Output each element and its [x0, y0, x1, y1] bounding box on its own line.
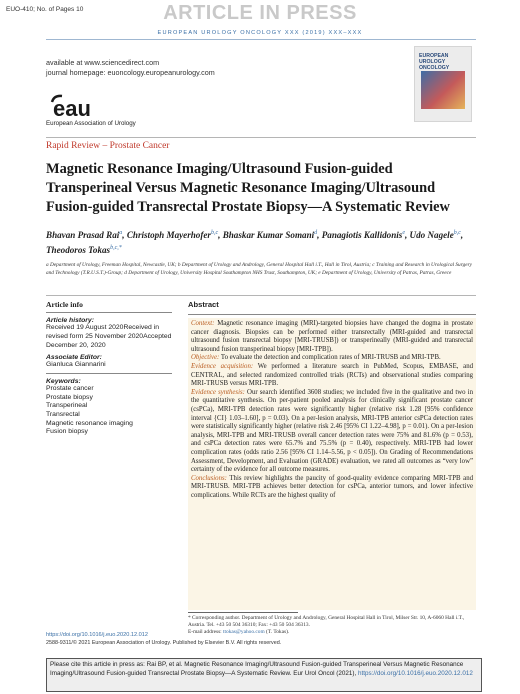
journal-cover-thumbnail [414, 46, 472, 122]
keywords-label: Keywords: [46, 378, 81, 386]
email-label: E-mail address: [188, 629, 224, 635]
author-name: Christoph Mayerhofer [126, 230, 211, 241]
keyword-item: Fusion biopsy [46, 428, 88, 436]
affiliations: a Department of Urology, Freeman Hospital, Newcastle, UK; b Department of Urology and Andrology, General Hospital Hall i.T., Hall in Tirol, Austria; c Training and Research in Urological Surgery and Technology (T.R.U.S.T.)-Group; d Department of Urology, University Hospital Southampton NHS Trust, Southampton, UK; e Department of Urology, University of Patras, Patras, Greece [46, 262, 472, 276]
abstract-section [191, 363, 473, 389]
abstract-section [191, 354, 473, 363]
author-separator: , [460, 230, 464, 241]
cover-image [421, 71, 465, 109]
history-label: Article history: [46, 317, 94, 324]
abstract-section-label: Objective: [191, 354, 220, 362]
abstract-section-label: Evidence acquisition: [191, 362, 254, 370]
article-info-rule [46, 312, 172, 313]
author-name: Bhavan Prasad Rai [46, 230, 120, 241]
abstract-body [188, 318, 476, 610]
abstract-section-text: We performed a literature search in PubMed, Scopus, EMBASE, and CENTRAL, and selected randomized controlled trials (RCTs) and observational studies comparing MRI-TRUSB versus MRI-TPB. [191, 362, 473, 388]
sciencedirect-link[interactable]: available at www.sciencedirect.com [46, 58, 160, 67]
article-in-press-banner: ARTICLE IN PRESS [163, 2, 357, 24]
author-affiliation-marker: b,c,* [110, 245, 122, 252]
email-link[interactable]: ttokas@yahoo.com [223, 629, 265, 635]
article-section-label: Rapid Review – Prostate Cancer [46, 141, 170, 151]
author-name: Panagiotis Kallidonis [321, 230, 403, 241]
doi-link[interactable]: https://doi.org/10.1016/j.euo.2020.12.012 [46, 632, 149, 638]
logo-caption: European Association of Urology [46, 120, 136, 127]
footnote-text: * Corresponding author. Department of Urology and Andrology, General Hospital Hall in Tirol, Milser Str. 10, A-6060 Hall i.T., Austria. Tel. +43 50 504 36310; Fax: +43 50 504 36313. [188, 615, 465, 628]
article-info-column [46, 300, 172, 437]
author-separator: , [218, 230, 223, 241]
author-affiliation-marker: d [314, 230, 318, 236]
author-affiliation-marker: b,c [453, 230, 461, 236]
abstract-section-label: Context: [191, 320, 215, 327]
author-list [46, 227, 476, 257]
affiliation-rule [46, 295, 476, 296]
section-rule [46, 137, 476, 138]
abstract-section [191, 475, 473, 501]
header-rule [46, 39, 476, 40]
editor-label: Associate Editor: [46, 354, 102, 362]
abstract-rule [188, 314, 476, 315]
keyword-item: Prostate biopsy [46, 393, 93, 401]
keywords-rule [46, 373, 172, 374]
author-name: Udo Nagele [409, 230, 454, 241]
abstract-section [191, 389, 473, 475]
author-affiliation-marker: a [119, 230, 123, 236]
abstract-section [191, 320, 473, 354]
citation-box [46, 658, 482, 692]
keyword-item: Magnetic resonance imaging [46, 419, 133, 427]
journal-availability [46, 58, 215, 78]
abstract-section-label: Conclusions: [191, 474, 227, 482]
history-text: Received 19 August 2020Received in revised form 25 November 2020Accepted December 20, 2020 [46, 324, 172, 349]
article-info-heading: Article info [46, 300, 83, 309]
journal-homepage-link[interactable]: journal homepage: euoncology.europeanurology.com [46, 68, 215, 77]
email-suffix: (T. Tokas). [264, 629, 290, 635]
author-separator: , [405, 230, 410, 241]
keyword-item: Transperineal [46, 402, 88, 410]
keyword-item: Prostate cancer [46, 385, 94, 393]
footnote-rule [188, 612, 298, 613]
journal-running-head: EUROPEAN UROLOGY ONCOLOGY XXX (2019) XXX–XXX [157, 30, 363, 36]
author-affiliation-marker: b,c [210, 230, 219, 236]
email-line [188, 629, 476, 636]
author-separator: , [317, 230, 322, 241]
cover-title: EUROPEAN UROLOGY ONCOLOGY [419, 53, 450, 71]
manuscript-id: EUO-410; No. of Pages 10 [6, 6, 84, 13]
abstract-section-text: Magnetic resonance imaging (MRI)-targeted biopsies have changed the dogma in prostate cancer diagnosis. Biopsies can be performed either transrectally (MRI-guided and transrectal ultrasound fusion transrectal biopsy [MRI-TRUSB]) or transperineally (MRI-guided and transrectal ultrasound fusion transperineal biopsy [MRI-TPB]). [191, 320, 473, 353]
keyword-item: Transrectal [46, 410, 80, 418]
eau-logo-icon [46, 93, 102, 119]
abstract-section-text: Our search identified 3608 studies; we included five in the qualitative and two in the quantitative synthesis. On per-patient pooled analysis for clinically significant prostate cancer (csPCa), MRI-TPB detection rates were significantly higher (relative risk 1.28 [95% confidence interval {CI} 1.03–1.60], p = 0.03). On a per-lesion analysis, MRI-TPB anterior csPCa detection rates were statistically significantly higher (relative risk 2.46 [95% CI 1.22–4.98], p = 0.01). On a per-lesion analysis, MRI-TPB and MRI-TRUSB overall cancer detection rates were 75% and 81.6% (p = 0.53), and csPCa detection rates were 65.7% and 75.5% (p = 0.40), respectively. MRI-TPB had lower complication rates (odds ratio 2.56 [95% CI 1.14–5.56, p < 0.05]). On Grading of Recommendations Assessment, Development, and Evaluation (GRADE) evaluation, we rated all outcomes as “very low” certainty of the evidence for all outcome measures. [191, 388, 473, 474]
author-separator: , [122, 230, 127, 241]
abstract-heading: Abstract [188, 300, 219, 309]
abstract-section-text: This review highlights the paucity of good-quality evidence comparing MRI-TPB and MRI-TRUSB. MRI-TPB achieves better detection for csPCa, anterior tumors, and lower infective complications. While RCTs are the highest quality of [191, 474, 473, 499]
editor-name: Gianluca Giannarini [46, 361, 106, 369]
corresponding-author-footnote [188, 615, 476, 636]
abstract-section-label: Evidence synthesis: [191, 388, 245, 396]
author-affiliation-marker: e [402, 230, 405, 236]
abstract-section-text: To evaluate the detection and complication rates of MRI-TRUSB and MRI-TPB. [219, 354, 441, 362]
author-name: Theodoros Tokas [46, 245, 111, 256]
article-title: Magnetic Resonance Imaging/Ultrasound Fusion-guided Transperineal Versus Magnetic Resonance Imaging/Ultrasound Fusion-guided Transrectal Prostate Biopsy—A Systematic Review [46, 161, 450, 215]
logo-mark: eau [53, 96, 91, 119]
keyword-list [46, 385, 172, 437]
citation-text: Please cite this article in press as: Rai BP, et al. Magnetic Resonance Imaging/Ultrasound Fusion-guided Transperineal Versus Magnetic Resonance Imaging/Ultrasound Fusion-guided Transrectal Prostate Biopsy—A Systematic Review. Eur Urol Oncol (2021), [50, 661, 464, 677]
copyright-line: 2588-9311/© 2021 European Association of Urology. Published by Elsevier B.V. All rights reserved. [46, 640, 282, 646]
author-name: Bhaskar Kumar Somani [222, 230, 315, 241]
citation-doi-link[interactable]: https://doi.org/10.1016/j.euo.2020.12.012 [357, 670, 473, 677]
